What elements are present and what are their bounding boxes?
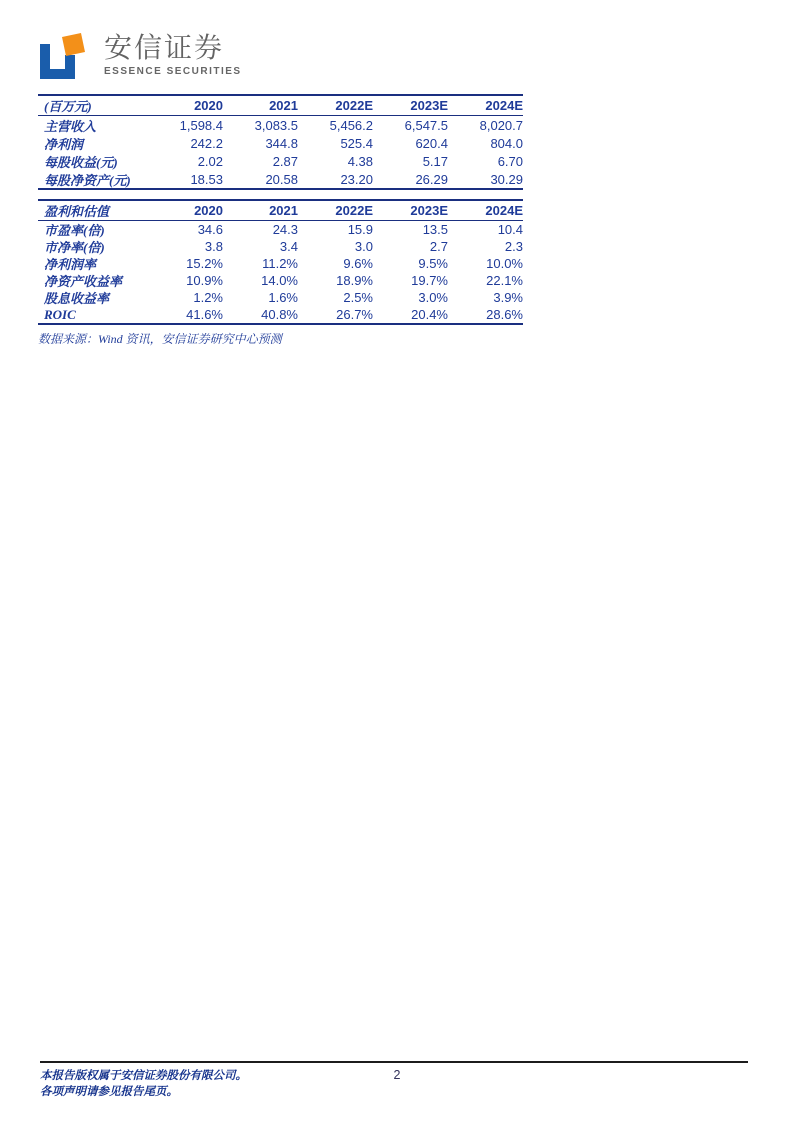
table-row	[38, 170, 523, 188]
value-cell: 3.8	[204, 239, 223, 254]
footer-disclaimer-line1: 本报告版权属于安信证券股份有限公司。	[40, 1070, 247, 1082]
year-header-cell: 2022E	[335, 203, 373, 218]
logo-orange-square	[62, 33, 85, 56]
table-row	[38, 289, 523, 306]
value-cell: 6.70	[497, 153, 523, 169]
value-cell: 5,456.2	[329, 117, 373, 133]
row-label-cell: 每股净资产(元)	[44, 172, 131, 188]
value-cell: 30.29	[490, 171, 523, 187]
value-cell: 9.6%	[343, 256, 373, 271]
value-cell: 15.9	[347, 222, 373, 237]
year-header-cell: 2021	[269, 98, 298, 113]
value-cell: 41.6%	[186, 307, 223, 322]
footer-disclaimer-line2: 各项声明请参见报告尾页。	[40, 1086, 178, 1098]
row-label-cell: 主营收入	[44, 118, 97, 134]
value-cell: 34.6	[197, 222, 223, 237]
table-title-cell: (百万元)	[44, 99, 92, 114]
year-header-cell: 2022E	[335, 98, 373, 113]
value-cell: 15.2%	[186, 256, 223, 271]
row-label-cell: ROIC	[44, 306, 76, 322]
table-row	[38, 255, 523, 272]
value-cell: 20.58	[265, 171, 298, 187]
row-label-cell: 净资产收益率	[44, 274, 123, 289]
value-cell: 2.7	[429, 239, 448, 254]
value-cell: 1.2%	[193, 290, 223, 305]
row-label-cell: 市净率(倍)	[44, 240, 105, 255]
year-header-cell: 2024E	[485, 203, 523, 218]
value-cell: 40.8%	[261, 307, 298, 322]
brand-name-cn: 安信证券	[104, 32, 225, 63]
value-cell: 18.53	[190, 171, 223, 187]
year-header-cell: 2023E	[410, 98, 448, 113]
year-header-cell: 2020	[194, 98, 223, 113]
value-cell: 22.1%	[486, 273, 523, 288]
value-cell: 1.6%	[268, 290, 298, 305]
value-cell: 2.02	[197, 153, 223, 169]
value-cell: 2.87	[272, 153, 298, 169]
table-header-row	[38, 201, 523, 221]
table-row	[38, 306, 523, 323]
data-source-note: 数据来源：Wind 资讯，安信证券研究中心预测	[38, 332, 282, 346]
brand-name-en: ESSENCE SECURITIES	[104, 66, 242, 77]
value-cell: 11.2%	[262, 256, 298, 271]
value-cell: 242.2	[190, 135, 223, 151]
table-header-row	[38, 96, 523, 116]
value-cell: 10.4	[497, 222, 523, 237]
value-cell: 24.3	[272, 222, 298, 237]
value-cell: 26.29	[415, 171, 448, 187]
value-cell: 9.5%	[418, 256, 448, 271]
page-number: 2	[393, 1068, 401, 1082]
value-cell: 3.0%	[418, 290, 448, 305]
essence-securities-logo-icon	[38, 29, 96, 82]
value-cell: 14.0%	[261, 273, 298, 288]
value-cell: 8,020.7	[479, 117, 523, 133]
value-cell: 620.4	[415, 135, 448, 151]
row-label-cell: 每股收益(元)	[44, 154, 118, 170]
table-row	[38, 238, 523, 255]
value-cell: 3.4	[279, 239, 298, 254]
financial-summary-table	[38, 94, 523, 190]
table-title-cell: 盈利和估值	[44, 204, 110, 219]
row-label-cell: 股息收益率	[44, 291, 110, 306]
year-header-cell: 2024E	[485, 98, 523, 113]
value-cell: 1,598.4	[179, 117, 223, 133]
table-row	[38, 221, 523, 238]
row-label-cell: 市盈率(倍)	[44, 223, 105, 238]
value-cell: 5.17	[422, 153, 448, 169]
year-header-cell: 2021	[269, 203, 298, 218]
value-cell: 525.4	[340, 135, 373, 151]
value-cell: 10.9%	[186, 273, 223, 288]
value-cell: 2.3	[504, 239, 523, 254]
brand-logo	[38, 29, 242, 82]
value-cell: 23.20	[340, 171, 373, 187]
value-cell: 18.9%	[336, 273, 373, 288]
value-cell: 3,083.5	[254, 117, 298, 133]
value-cell: 804.0	[490, 135, 523, 151]
value-cell: 28.6%	[486, 307, 523, 322]
value-cell: 4.38	[347, 153, 373, 169]
year-header-cell: 2020	[194, 203, 223, 218]
value-cell: 13.5	[422, 222, 448, 237]
table-row	[38, 272, 523, 289]
value-cell: 344.8	[265, 135, 298, 151]
table-row	[38, 116, 523, 134]
table-row	[38, 152, 523, 170]
value-cell: 3.0	[354, 239, 373, 254]
year-header-cell: 2023E	[410, 203, 448, 218]
value-cell: 26.7%	[336, 307, 373, 322]
value-cell: 3.9%	[493, 290, 523, 305]
row-label-cell: 净利润	[44, 136, 84, 152]
row-label-cell: 净利润率	[44, 257, 97, 272]
footer-divider	[40, 1061, 748, 1063]
value-cell: 20.4%	[411, 307, 448, 322]
table-row	[38, 134, 523, 152]
brand-text	[104, 29, 242, 77]
value-cell: 19.7%	[411, 273, 448, 288]
value-cell: 2.5%	[343, 290, 373, 305]
value-cell: 10.0%	[486, 256, 523, 271]
valuation-table	[38, 199, 523, 325]
value-cell: 6,547.5	[404, 117, 448, 133]
